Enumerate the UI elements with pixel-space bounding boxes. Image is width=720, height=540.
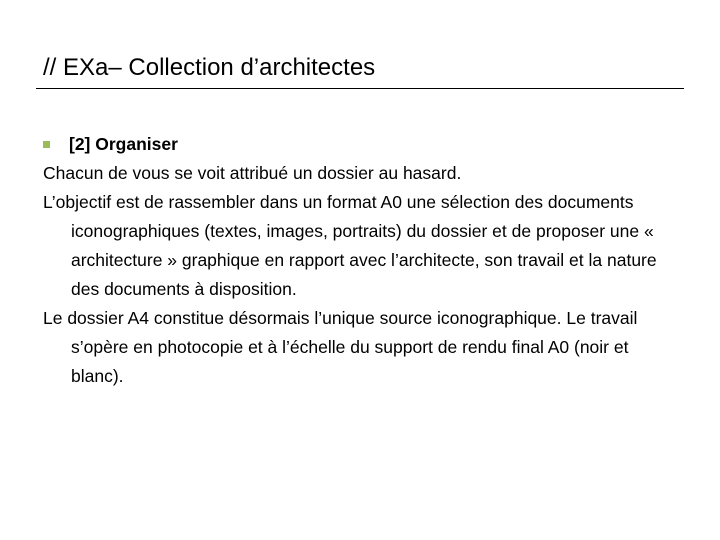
section-heading-line (43, 130, 683, 159)
section-heading: [2] Organiser (69, 134, 178, 154)
paragraph-2: L’objectif est de rassembler dans un format A0 une sélection des documents iconographiques (textes, images, portraits) du dossier et de proposer une « architecture » graphique en rapport avec l’architecte, son travail et la nature des documents à disposition. (43, 192, 657, 299)
paragraph-3: Le dossier A4 constitue désormais l’unique source iconographique. Le travail s’opère en photocopie et à l’échelle du support de rendu final A0 (noir et blanc). (43, 308, 638, 386)
paragraph-1: Chacun de vous se voit attribué un dossier au hasard. (43, 163, 462, 183)
square-bullet-icon (43, 141, 50, 148)
slide-title: // EXa– Collection d’architectes (43, 54, 376, 81)
title-divider (36, 88, 684, 89)
slide-content (43, 130, 683, 391)
